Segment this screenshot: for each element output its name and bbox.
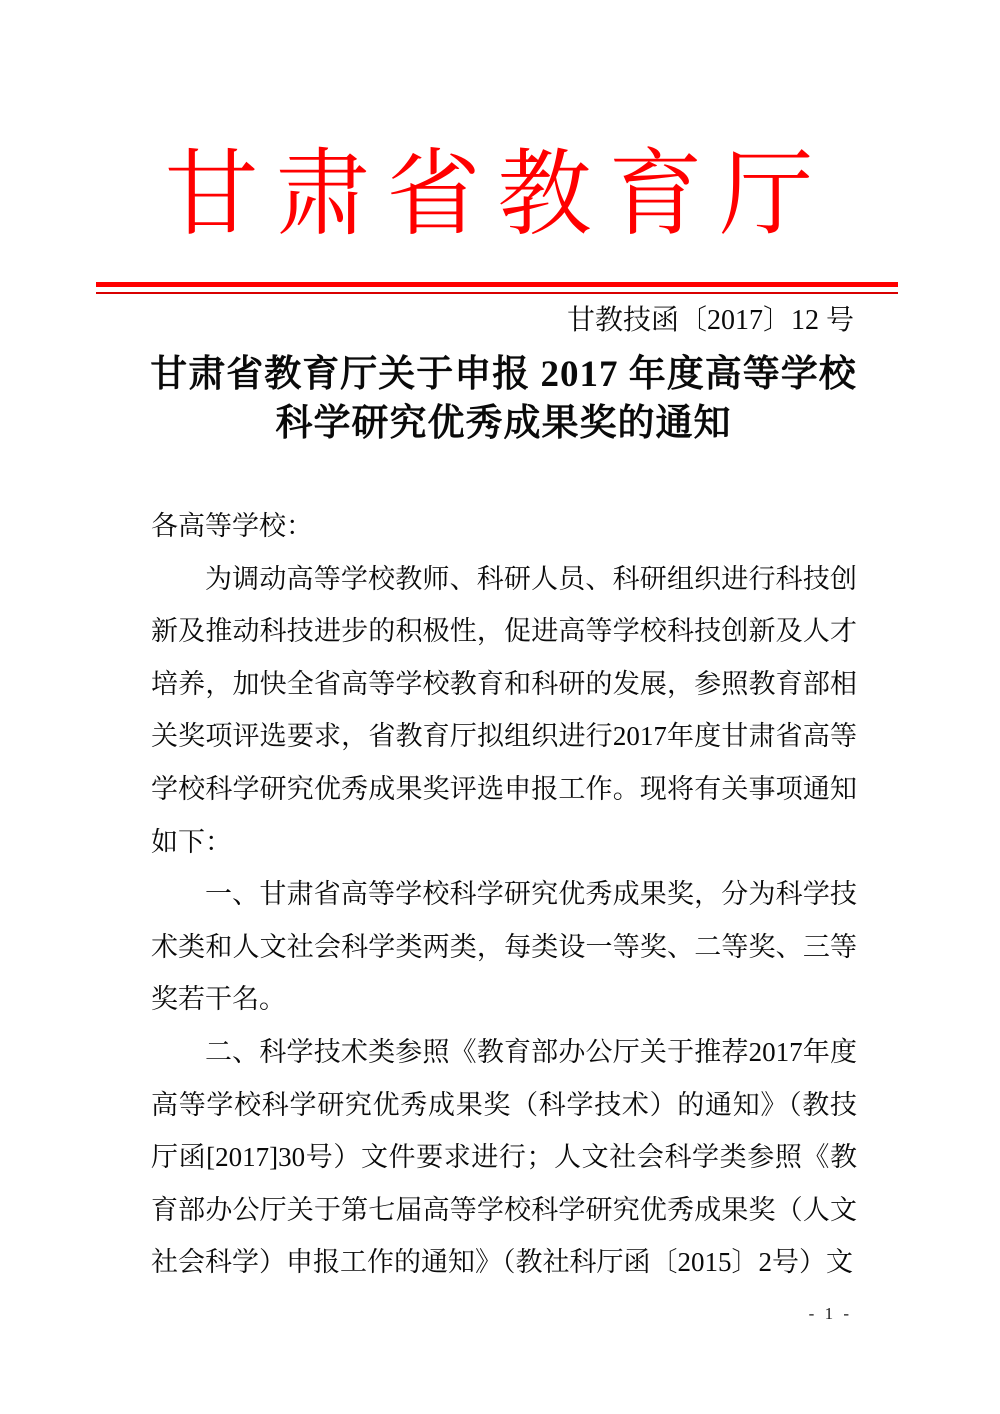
paragraph-item-1: 一、甘肃省高等学校科学研究优秀成果奖，分为科学技术类和人文社会科学类两类，每类设一等奖、二等奖、三等奖若干名。 [151,879,857,1015]
paragraph-item-2: 二、科学技术类参照《教育部办公厅关于推荐2017年度高等学校科学研究优秀成果奖（科学技术）的通知》（教技厅函[2017]30号）文件要求进行；人文社会科学类参照《教育部办公厅关于第七届高等学校科学研究优秀成果奖（人文社会科学）申报工作的通知》（教社科厅函〔2015〕2号）文 [151,1036,857,1278]
salutation: 各高等学校： [151,511,313,541]
agency-letterhead-title: 甘肃省教育厅 [164,143,831,247]
letterhead-rule-thick [96,282,898,287]
page-number: - 1 - [808,1304,852,1323]
doc-title-line2: 科学研究优秀成果奖的通知 [275,403,732,444]
doc-title [150,350,857,448]
doc-body [151,500,857,1289]
letterhead-rule-thin [96,292,898,294]
paragraph-intro: 为调动高等学校教师、科研人员、科研组织进行科技创新及推动科技进步的积极性，促进高等学校科技创新及人才培养，加快全省高等学校教育和科研的发展，参照教育部相关奖项评选要求，省教育厅拟组织进行2017年度甘肃省高等学校科学研究优秀成果奖评选申报工作。现将有关事项通知如下： [151,563,857,857]
doc-number: 甘教技函〔2017〕12 号 [566,305,854,336]
doc-title-line1: 甘肃省教育厅关于申报 2017 年度高等学校 [150,354,857,395]
